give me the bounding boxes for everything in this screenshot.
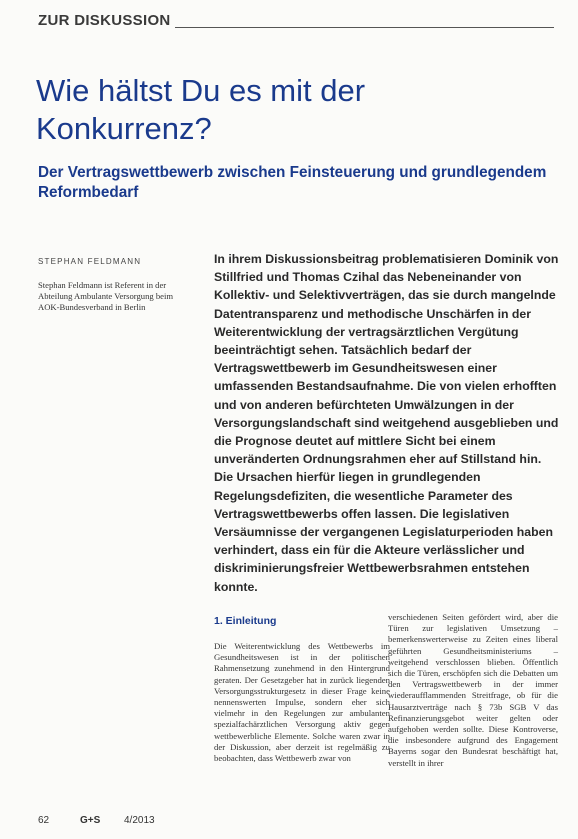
article-title: Wie hältst Du es mit der Konkurrenz? xyxy=(36,73,366,146)
body-paragraph-left: Die Weiterentwicklung des Wettbewerbs im Gesundheitswesen ist in der politischen Rahmensetzung zunehmend in den Hintergrund geraten. Der Gesetzgeber hat in zurück liegenden Versorgungsstrukturgesetz in dieser Frage keine nennenswerten Impulse, sondern eher sich vielmehr in den Regelungen zur ambulanten spezialfachärztlichen Versorgung aktiv gegen wettbewerbliche Elemente. Solche waren zwar in der Diskussion, aber derzeit ist regelmäßig zu beobachten, dass Wettbewerb zwar von xyxy=(214,641,390,764)
article-subtitle: Der Vertragswettbewerb zwischen Feinsteuerung und grundlegendem Reformbedarf xyxy=(38,164,547,201)
section-heading: 1. Einleitung xyxy=(214,615,277,627)
section-header xyxy=(38,12,554,34)
page-number: 62 xyxy=(38,815,50,826)
journal-name: G+S xyxy=(80,815,101,826)
body-column-left xyxy=(214,615,390,764)
page-footer xyxy=(38,815,155,826)
author-name: STEPHAN FELDMANN xyxy=(38,257,142,266)
author-bio: Stephan Feldmann ist Referent in der Abteilung Ambulante Versorgung beim AOK-Bundesverband in Berlin xyxy=(38,280,174,312)
article-abstract: In ihrem Diskussionsbeitrag problematisieren Dominik von Stillfried und Thomas Czihal das Nebeneinander von Kollektiv- und Selektivverträgen, das sie durch mangelnde Datentransparenz und methodische Unschärfen in der Weiterentwicklung der vertragsärztlichen Vergütung beeinträchtigt sehen. Tatsächlich bedarf der Vertragswettbewerb im Gesundheitswesen einer umfassenden Bestandsaufnahme. Die von vielen erhofften und von anderen befürchteten Umwälzungen in der Versorgungslandschaft sind weitgehend ausgeblieben und die Prognose deutet auf mittlere Sicht bei einem unveränderten Ordnungsrahmen eher auf Stillstand hin. Die Ursachen hierfür liegen in grundlegenden Regelungsdefiziten, die wesentliche Parameter des Vertragswettbewerbs offen lassen. Die legislativen Versäumnisse der vergangenen Legislaturperioden haben verhindert, dass ein für die Akteure verlässlicher und diskriminierungsfreier Wettbewerbsrahmen entstehen konnte. xyxy=(214,252,559,594)
section-label: ZUR DISKUSSION xyxy=(38,12,175,29)
body-paragraph-right: verschiedenen Seiten gefördert wird, aber die Türen zur legislativen Umsetzung – bemerkenswerterweise zu Zeiten eines liberal geführten Gesundheitsministeriums – weitgehend verschlossen blieben. Öffentlich sich die Türen, erschöpfen sich die Debatten um den Vertragswettbewerb in der immer wiederaufflammenden Streitfrage, ob für die Hausarztverträge nach § 73b SGB V das Refinanzierungsgebot weiter gelten oder aufgehoben werden sollte. Diese Kontroverse, die insbesondere aufgrund des Engagement Bayerns sogar den Bundesrat beschäftigt hat, verstellt in ihrer xyxy=(388,612,558,768)
journal-issue: 4/2013 xyxy=(124,815,155,826)
body-column-right xyxy=(388,612,558,769)
